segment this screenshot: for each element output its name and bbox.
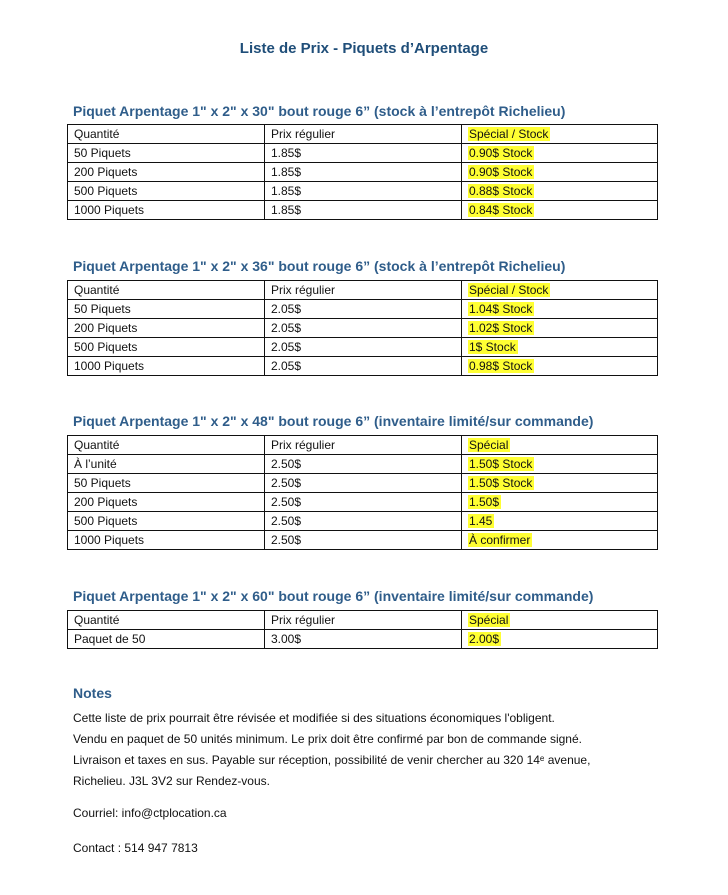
header-cell-special bbox=[462, 436, 658, 455]
special-highlight: Spécial / Stock bbox=[469, 126, 549, 141]
special-highlight: 0.84$ Stock bbox=[469, 202, 533, 217]
header-cell-regular-price: Prix régulier bbox=[265, 436, 462, 455]
table-row bbox=[68, 201, 658, 220]
regular-price-cell: 2.05$ bbox=[265, 319, 462, 338]
quantity-cell: À l’unité bbox=[68, 455, 265, 474]
header-cell-special bbox=[462, 611, 658, 630]
special-price-cell bbox=[462, 512, 658, 531]
notes-heading: Notes bbox=[73, 685, 112, 701]
table-row bbox=[68, 319, 658, 338]
quantity-cell: 200 Piquets bbox=[68, 493, 265, 512]
special-price-cell bbox=[462, 144, 658, 163]
special-highlight: 2.00$ bbox=[469, 631, 500, 646]
special-highlight: Spécial bbox=[469, 612, 509, 627]
quantity-cell: 50 Piquets bbox=[68, 474, 265, 493]
header-cell-special bbox=[462, 125, 658, 144]
section-heading: Piquet Arpentage 1" x 2" x 36" bout rouge 6” (stock à l’entrepôt Richelieu) bbox=[73, 258, 566, 274]
quantity-cell: 1000 Piquets bbox=[68, 201, 265, 220]
table-row bbox=[68, 163, 658, 182]
page-title: Liste de Prix - Piquets d’Arpentage bbox=[239, 40, 489, 57]
special-highlight: 1.45 bbox=[469, 513, 493, 528]
special-price-cell bbox=[462, 474, 658, 493]
phone-contact: Contact : 514 947 7813 bbox=[73, 841, 198, 855]
table-header-row bbox=[68, 611, 658, 630]
special-highlight: 1$ Stock bbox=[469, 339, 516, 354]
quantity-cell: 1000 Piquets bbox=[68, 531, 265, 550]
header-cell-quantity: Quantité bbox=[68, 436, 265, 455]
special-highlight: Spécial bbox=[469, 437, 509, 452]
header-cell-regular-price: Prix régulier bbox=[265, 125, 462, 144]
table-row bbox=[68, 474, 658, 493]
special-highlight: 0.90$ Stock bbox=[469, 164, 533, 179]
section-heading: Piquet Arpentage 1" x 2" x 48" bout rouge 6” (inventaire limité/sur commande) bbox=[73, 413, 594, 429]
table-row bbox=[68, 182, 658, 201]
special-price-cell bbox=[462, 493, 658, 512]
notes-body bbox=[73, 708, 673, 792]
regular-price-cell: 2.50$ bbox=[265, 455, 462, 474]
table-header-row bbox=[68, 125, 658, 144]
special-price-cell bbox=[462, 455, 658, 474]
quantity-cell: 50 Piquets bbox=[68, 300, 265, 319]
quantity-cell: 200 Piquets bbox=[68, 163, 265, 182]
quantity-cell: 500 Piquets bbox=[68, 338, 265, 357]
table-row bbox=[68, 630, 658, 649]
special-price-cell bbox=[462, 338, 658, 357]
regular-price-cell: 2.50$ bbox=[265, 474, 462, 493]
quantity-cell: 500 Piquets bbox=[68, 512, 265, 531]
special-highlight: Spécial / Stock bbox=[469, 282, 549, 297]
special-price-cell bbox=[462, 163, 658, 182]
table-header-row bbox=[68, 281, 658, 300]
notes-line: Livraison et taxes en sus. Payable sur réception, possibilité de venir chercher au 320 14ᵉ avenue, bbox=[73, 753, 591, 767]
special-price-cell bbox=[462, 300, 658, 319]
header-cell-quantity: Quantité bbox=[68, 125, 265, 144]
special-highlight: 1.50$ bbox=[469, 494, 500, 509]
special-highlight: 0.98$ Stock bbox=[469, 358, 533, 373]
quantity-cell: 200 Piquets bbox=[68, 319, 265, 338]
special-highlight: 1.02$ Stock bbox=[469, 320, 533, 335]
regular-price-cell: 2.05$ bbox=[265, 338, 462, 357]
regular-price-cell: 2.05$ bbox=[265, 300, 462, 319]
regular-price-cell: 2.05$ bbox=[265, 357, 462, 376]
regular-price-cell: 1.85$ bbox=[265, 144, 462, 163]
table-row bbox=[68, 531, 658, 550]
notes-line: Vendu en paquet de 50 unités minimum. Le prix doit être confirmé par bon de commande signé. bbox=[73, 732, 582, 746]
special-price-cell bbox=[462, 357, 658, 376]
quantity-cell: 500 Piquets bbox=[68, 182, 265, 201]
special-highlight: 1.50$ Stock bbox=[469, 475, 533, 490]
quantity-cell: 1000 Piquets bbox=[68, 357, 265, 376]
special-price-cell bbox=[462, 630, 658, 649]
special-price-cell bbox=[462, 319, 658, 338]
special-highlight: 0.88$ Stock bbox=[469, 183, 533, 198]
regular-price-cell: 2.50$ bbox=[265, 531, 462, 550]
header-cell-special bbox=[462, 281, 658, 300]
table-row bbox=[68, 512, 658, 531]
regular-price-cell: 2.50$ bbox=[265, 493, 462, 512]
table-row bbox=[68, 300, 658, 319]
section-heading: Piquet Arpentage 1" x 2" x 60" bout rouge 6” (inventaire limité/sur commande) bbox=[73, 588, 594, 604]
table-row bbox=[68, 455, 658, 474]
header-cell-quantity: Quantité bbox=[68, 281, 265, 300]
price-table bbox=[67, 280, 658, 376]
regular-price-cell: 3.00$ bbox=[265, 630, 462, 649]
regular-price-cell: 1.85$ bbox=[265, 182, 462, 201]
notes-line: Richelieu. J3L 3V2 sur Rendez-vous. bbox=[73, 774, 270, 788]
table-row bbox=[68, 338, 658, 357]
special-highlight: 0.90$ Stock bbox=[469, 145, 533, 160]
special-price-cell bbox=[462, 201, 658, 220]
notes-line: Cette liste de prix pourrait être révisée et modifiée si des situations économiques l'obligent. bbox=[73, 711, 555, 725]
special-price-cell bbox=[462, 182, 658, 201]
special-price-cell bbox=[462, 531, 658, 550]
regular-price-cell: 1.85$ bbox=[265, 201, 462, 220]
special-highlight: 1.04$ Stock bbox=[469, 301, 533, 316]
price-table bbox=[67, 610, 658, 649]
email-contact: Courriel: info@ctplocation.ca bbox=[73, 806, 227, 820]
table-row bbox=[68, 493, 658, 512]
price-table bbox=[67, 124, 658, 220]
quantity-cell: 50 Piquets bbox=[68, 144, 265, 163]
header-cell-quantity: Quantité bbox=[68, 611, 265, 630]
header-cell-regular-price: Prix régulier bbox=[265, 281, 462, 300]
table-row bbox=[68, 357, 658, 376]
table-row bbox=[68, 144, 658, 163]
section-heading: Piquet Arpentage 1" x 2" x 30" bout rouge 6” (stock à l’entrepôt Richelieu) bbox=[73, 103, 566, 119]
quantity-cell: Paquet de 50 bbox=[68, 630, 265, 649]
regular-price-cell: 1.85$ bbox=[265, 163, 462, 182]
table-header-row bbox=[68, 436, 658, 455]
special-highlight: 1.50$ Stock bbox=[469, 456, 533, 471]
regular-price-cell: 2.50$ bbox=[265, 512, 462, 531]
price-table bbox=[67, 435, 658, 550]
header-cell-regular-price: Prix régulier bbox=[265, 611, 462, 630]
special-highlight: À confirmer bbox=[469, 532, 531, 547]
